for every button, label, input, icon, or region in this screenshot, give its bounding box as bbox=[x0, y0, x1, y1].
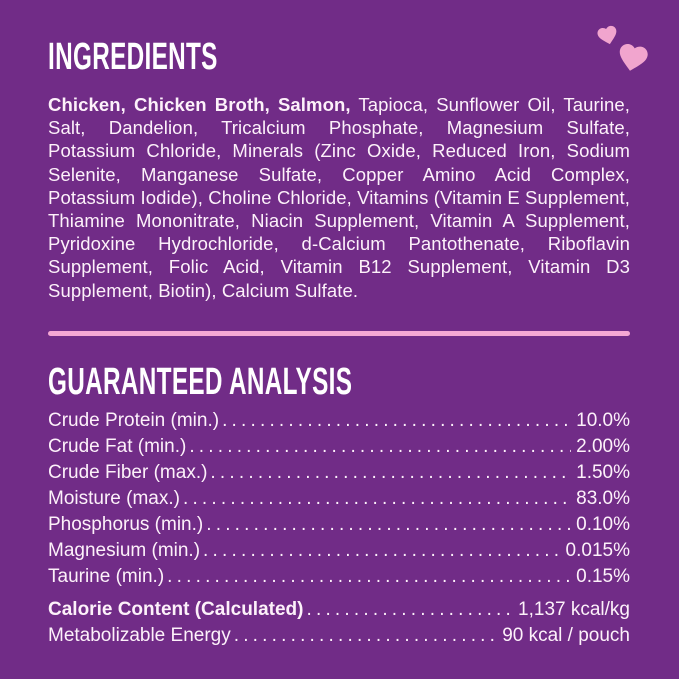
calorie-content-block bbox=[48, 597, 630, 649]
dot-leader bbox=[306, 597, 513, 623]
analysis-row-crude-fat bbox=[48, 434, 630, 460]
analysis-value: 83.0% bbox=[576, 487, 630, 509]
dot-leader bbox=[210, 460, 571, 486]
analysis-row-calorie-content bbox=[48, 597, 630, 623]
heart-icon bbox=[594, 22, 621, 48]
dot-leader bbox=[234, 623, 497, 649]
analysis-label: Calorie Content (Calculated) bbox=[48, 598, 304, 620]
heart-icon bbox=[613, 38, 653, 75]
analysis-value: 0.10% bbox=[576, 513, 630, 535]
dot-leader bbox=[189, 434, 571, 460]
analysis-label: Phosphorus (min.) bbox=[48, 513, 204, 535]
analysis-label: Crude Protein (min.) bbox=[48, 409, 220, 431]
analysis-value: 90 kcal / pouch bbox=[502, 624, 630, 646]
dot-leader bbox=[206, 512, 571, 538]
analysis-value: 2.00% bbox=[576, 435, 630, 457]
ingredients-primary-proteins: Chicken, Chicken Broth, Salmon, bbox=[48, 94, 351, 115]
analysis-label: Crude Fat (min.) bbox=[48, 435, 187, 457]
ingredients-text bbox=[48, 93, 630, 302]
analysis-label: Crude Fiber (max.) bbox=[48, 461, 208, 483]
ingredients-heading: INGREDIENTS bbox=[48, 36, 218, 78]
analysis-label: Magnesium (min.) bbox=[48, 539, 201, 561]
section-divider bbox=[48, 331, 630, 336]
hearts-decoration bbox=[569, 0, 679, 90]
analysis-label: Taurine (min.) bbox=[48, 565, 165, 587]
guaranteed-analysis-table bbox=[48, 408, 630, 649]
analysis-value: 10.0% bbox=[576, 409, 630, 431]
dot-leader bbox=[222, 408, 571, 434]
analysis-row-crude-fiber bbox=[48, 460, 630, 486]
guaranteed-analysis-heading: GUARANTEED ANALYSIS bbox=[48, 360, 353, 403]
dot-leader bbox=[203, 538, 561, 564]
ingredients-remainder: Tapioca, Sunflower Oil, Taurine, Salt, Dandelion, Tricalcium Phosphate, Magnesium Sulfate, Potassium Chloride, Minerals (Zinc Oxide, Reduced Iron, Sodium Selenite, Manganese Sulfate, Copper Amino Acid Complex, Potassium Iodide), Choline Chloride, Vitamins (Vitamin E Supplement, Thiamine Mononitrate, Niacin Supplement, Vitamin A Supplement, Pyridoxine Hydrochloride, d-Calcium Pantothenate, Riboflavin Supplement, Folic Acid, Vitamin B12 Supplement, Vitamin D3 Supplement, Biotin), Calcium Sulfate. bbox=[48, 94, 630, 301]
analysis-value: 1,137 kcal/kg bbox=[518, 598, 630, 620]
analysis-row-moisture bbox=[48, 486, 630, 512]
dot-leader bbox=[167, 564, 571, 590]
analysis-value: 0.015% bbox=[565, 539, 630, 561]
analysis-label: Moisture (max.) bbox=[48, 487, 180, 509]
analysis-row-taurine bbox=[48, 564, 630, 590]
analysis-row-magnesium bbox=[48, 538, 630, 564]
dot-leader bbox=[183, 486, 571, 512]
analysis-label: Metabolizable Energy bbox=[48, 624, 231, 646]
analysis-value: 0.15% bbox=[576, 565, 630, 587]
analysis-row-crude-protein bbox=[48, 408, 630, 434]
analysis-row-phosphorus bbox=[48, 512, 630, 538]
analysis-row-metabolizable-energy bbox=[48, 623, 630, 649]
analysis-value: 1.50% bbox=[576, 461, 630, 483]
